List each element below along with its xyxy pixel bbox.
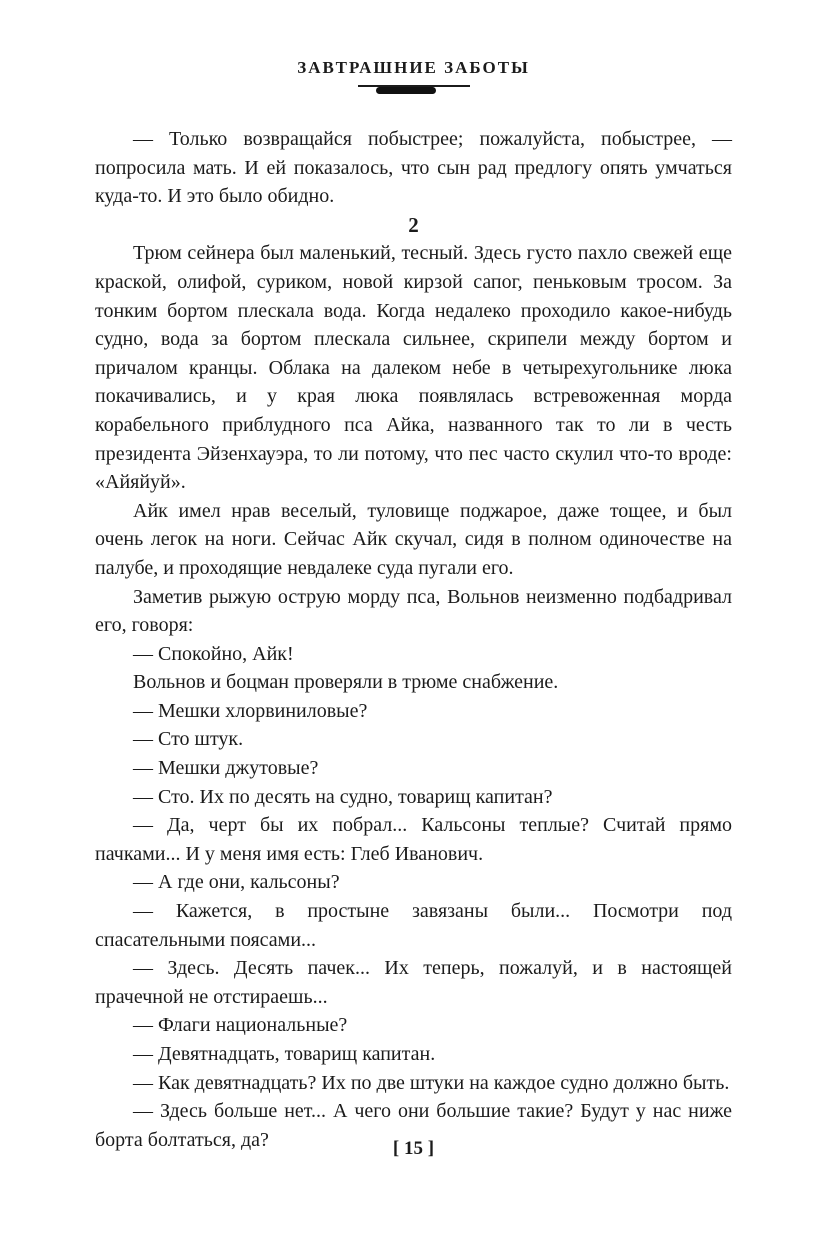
paragraph: — Здесь. Десять пачек... Их теперь, пожалуй, и в настоящей прачечной не отстираешь... bbox=[95, 957, 732, 1008]
paragraph: — А где они, кальсоны? bbox=[133, 871, 340, 894]
chapter-number: 2 bbox=[408, 212, 419, 237]
paragraph: Айк имел нрав веселый, туловище поджарое, даже тощее, и был очень легок на ноги. Сейчас Айк скучал, сидя в полном одиночестве на палубе, и проходящие невдалеке суда пугали его. bbox=[95, 499, 732, 579]
page-number: [ 15 ] bbox=[392, 1138, 435, 1159]
paragraph: — Здесь больше нет... А чего они большие такие? Будут у нас ниже борта болтаться, да? bbox=[95, 1100, 732, 1151]
paragraph: — Как девятнадцать? Их по две штуки на каждое судно должно быть. bbox=[133, 1071, 730, 1094]
header-ornament bbox=[358, 83, 470, 95]
paragraph: Заметив рыжую острую морду пса, Вольнов неизменно подбадривал его, говоря: bbox=[95, 585, 732, 637]
paragraph: — Да, черт бы их побрал... Кальсоны теплые? Считай прямо пачками... И у меня имя есть: Глеб Иванович. bbox=[95, 814, 732, 865]
paragraph: — Сто штук. bbox=[133, 728, 244, 751]
ornament-bar-icon bbox=[376, 87, 436, 94]
running-head: ЗАВТРАШНИЕ ЗАБОТЫ bbox=[297, 58, 530, 77]
paragraph: — Кажется, в простыне завязаны были... Посмотри под спасательными поясами... bbox=[95, 900, 732, 951]
paragraph: — Девятнадцать, товарищ капитан. bbox=[133, 1043, 436, 1065]
page-body bbox=[95, 125, 732, 1154]
paragraph: — Мешки джутовые? bbox=[133, 757, 319, 780]
paragraph: Трюм сейнера был маленький, тесный. Здесь густо пахло свежей еще краской, олифой, суриком, новой кирзой сапог, пеньковым тросом. За тонким бортом плескала вода. Когда недалеко проходило какое-нибудь судно, вода за бортом плескала сильнее, скрипели между бортом и причалом кранцы. Облака на далеком небе в четырехугольнике люка покачивались, и у края люка появлялась встревоженная морда корабельного приблудного пса Айка, названного так то ли в честь президента Эйзенхауэра, то ли потому, что пес часто скулил что-то вроде: «Айяйуй». bbox=[95, 242, 732, 494]
paragraph: — Мешки хлорвиниловые? bbox=[133, 699, 368, 722]
paragraph: — Только возвращайся побыстрее; пожалуйста, побыстрее, — попросила мать. И ей показалось, что сын рад предлогу опять умчаться куда-то. И это было обидно. bbox=[95, 128, 732, 208]
paragraph: — Сто. Их по десять на судно, товарищ капитан? bbox=[133, 785, 553, 808]
paragraph: Вольнов и боцман проверяли в трюме снабжение. bbox=[133, 671, 559, 694]
paragraph: — Флаги национальные? bbox=[133, 1014, 348, 1037]
paragraph: — Спокойно, Айк! bbox=[133, 642, 294, 665]
